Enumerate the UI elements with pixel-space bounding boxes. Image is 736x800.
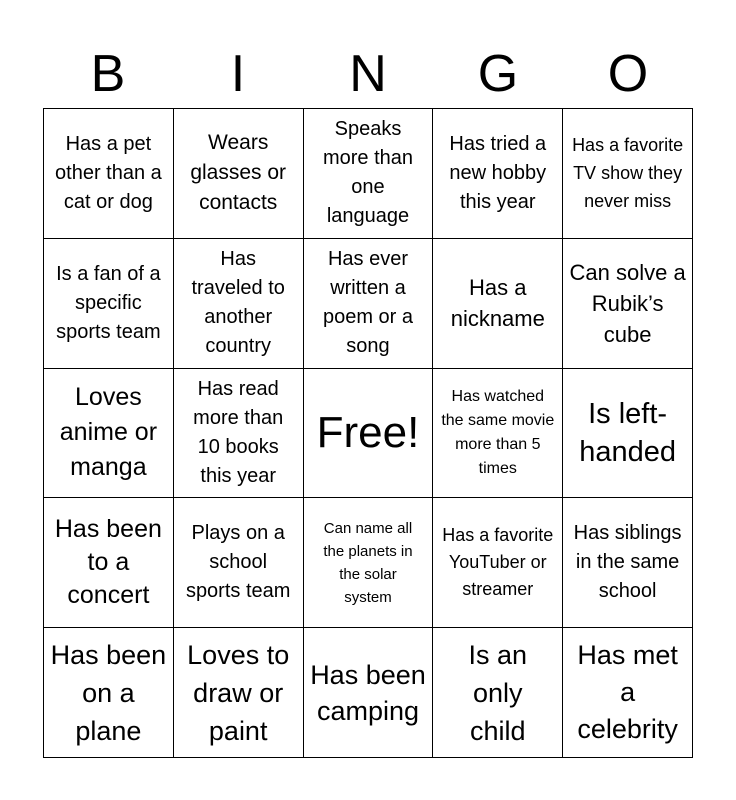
bingo-cell-r1c3[interactable] bbox=[304, 109, 434, 239]
bingo-cell-text: Is a fan of a specific sports team bbox=[56, 262, 161, 343]
bingo-cell-text: Has traveled to another country bbox=[191, 248, 285, 358]
bingo-cell-text: Speaks more than one language bbox=[322, 118, 414, 228]
bingo-cell-text: Has been camping bbox=[310, 659, 426, 726]
bingo-cell-text: Has tried a new hobby this year bbox=[449, 132, 547, 213]
bingo-cell-r2c1[interactable] bbox=[44, 239, 174, 369]
bingo-cell-text: Has read more than 10 books this year bbox=[193, 377, 284, 487]
bingo-cell-r4c1[interactable] bbox=[44, 498, 174, 628]
bingo-cell-r4c4[interactable] bbox=[433, 498, 563, 628]
bingo-cell-text: Has been on a plane bbox=[50, 639, 167, 746]
bingo-cell-text: Has watched the same movie more than 5 times bbox=[441, 387, 555, 477]
bingo-cell-text: Has been to a concert bbox=[54, 515, 162, 610]
header-letter-g: G bbox=[477, 45, 519, 103]
header-letter-o: O bbox=[607, 45, 649, 103]
header-letter-n: N bbox=[349, 45, 387, 103]
bingo-cell-text: Wears glasses or contacts bbox=[190, 131, 287, 215]
bingo-cell-r5c3[interactable] bbox=[304, 628, 434, 758]
bingo-cell-text: Has ever written a poem or a song bbox=[322, 248, 414, 358]
bingo-cell-r4c5[interactable] bbox=[563, 498, 693, 628]
bingo-cell-r3c3[interactable] bbox=[304, 369, 434, 499]
bingo-cell-r1c4[interactable] bbox=[433, 109, 563, 239]
bingo-header bbox=[43, 40, 693, 108]
header-letter-i: I bbox=[230, 45, 246, 103]
bingo-cell-r3c2[interactable] bbox=[174, 369, 304, 499]
bingo-cell-text: Can solve a Rubik’s cube bbox=[569, 259, 686, 347]
bingo-cell-text: Has a favorite TV show they never miss bbox=[572, 135, 684, 212]
bingo-cell-text: Has siblings in the same school bbox=[573, 522, 682, 603]
bingo-cell-text: Can name all the planets in the solar system bbox=[323, 519, 413, 606]
bingo-cell-r1c2[interactable] bbox=[174, 109, 304, 239]
bingo-cell-r3c5[interactable] bbox=[563, 369, 693, 499]
bingo-cell-r4c3[interactable] bbox=[304, 498, 434, 628]
bingo-cell-r3c4[interactable] bbox=[433, 369, 563, 499]
bingo-cell-r2c3[interactable] bbox=[304, 239, 434, 369]
bingo-cell-text: Has a nickname bbox=[450, 275, 545, 332]
bingo-cell-text: Is an only child bbox=[468, 639, 528, 746]
bingo-cell-r4c2[interactable] bbox=[174, 498, 304, 628]
bingo-cell-r3c1[interactable] bbox=[44, 369, 174, 499]
bingo-cell-text: Has met a celebrity bbox=[577, 640, 678, 745]
bingo-cell-text: Is left-handed bbox=[579, 397, 676, 468]
bingo-cell-text: Has a pet other than a cat or dog bbox=[55, 132, 162, 213]
bingo-cell-r2c4[interactable] bbox=[433, 239, 563, 369]
header-letter-b: B bbox=[90, 45, 126, 103]
bingo-cell-text: Loves anime or manga bbox=[59, 383, 158, 482]
bingo-cell-r5c4[interactable] bbox=[433, 628, 563, 758]
bingo-cell-r5c1[interactable] bbox=[44, 628, 174, 758]
bingo-cell-text: Loves to draw or paint bbox=[187, 639, 290, 746]
bingo-cell-text: Has a favorite YouTuber or streamer bbox=[442, 525, 554, 600]
bingo-cell-r5c2[interactable] bbox=[174, 628, 304, 758]
bingo-cell-r5c5[interactable] bbox=[563, 628, 693, 758]
bingo-cell-r1c1[interactable] bbox=[44, 109, 174, 239]
bingo-cell-r2c2[interactable] bbox=[174, 239, 304, 369]
bingo-board bbox=[43, 108, 693, 758]
bingo-cell-text: Plays on a school sports team bbox=[185, 522, 291, 603]
bingo-cell-r2c5[interactable] bbox=[563, 239, 693, 369]
free-space-text: Free! bbox=[316, 407, 420, 457]
bingo-cell-r1c5[interactable] bbox=[563, 109, 693, 239]
